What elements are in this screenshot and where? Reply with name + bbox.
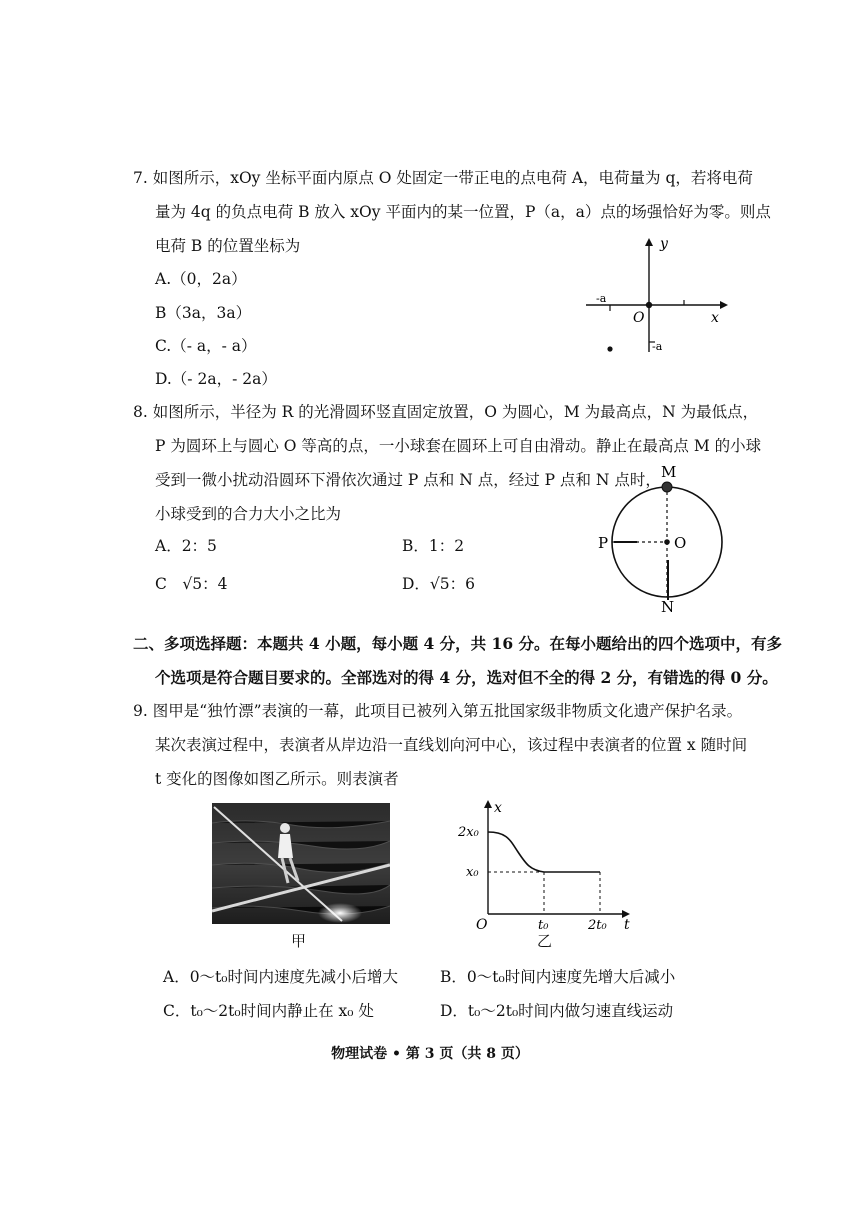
caption-jia: 甲	[291, 932, 307, 950]
center-dot	[664, 539, 670, 545]
origin-label: O	[633, 310, 645, 326]
label-m: M	[661, 463, 677, 481]
label-p: P	[598, 534, 609, 552]
q8-option-a: A．2：5	[155, 537, 217, 555]
graph-y-label: x	[494, 800, 502, 816]
q7-coordinate-figure	[580, 232, 740, 362]
x-axis-arrow	[720, 301, 728, 309]
y-axis-arrow	[645, 238, 653, 246]
q7-line-2: 量为 4q 的负点电荷 B 放入 xOy 平面内的某一位置，P（a，a）点的场强恰好为零。则点	[155, 203, 771, 221]
q9-line-2: 某次表演过程中，表演者从岸边沿一直线划向河中心，该过程中表演者的位置 x 随时间	[155, 736, 748, 754]
tick-2t0: 2t₀	[588, 918, 607, 932]
q7-option-a: A.（0，2a）	[155, 270, 247, 288]
q9-line-3: t 变化的图像如图乙所示。则表演者	[155, 770, 399, 788]
section-2-line-2: 个选项是符合题目要求的。全部选对的得 4 分，选对但不全的得 2 分，有错选的得 0 分。	[155, 668, 778, 687]
q8-line-4: 小球受到的合力大小之比为	[155, 505, 342, 523]
section-2-line-1: 二、多项选择题：本题共 4 小题，每小题 4 分，共 16 分。在每小题给出的四个选项中，有多	[133, 634, 783, 653]
label-n: N	[661, 598, 675, 615]
page-footer: 物理试卷 • 第 3 页（共 8 页）	[331, 1046, 529, 1062]
charge-a-dot	[646, 302, 652, 308]
q9-option-d: D．t₀～2t₀时间内做匀速直线运动	[440, 1002, 674, 1020]
tick-2x0: 2x₀	[458, 825, 479, 840]
x-t-curve	[488, 832, 600, 872]
x-t-graph	[452, 792, 642, 932]
q8-option-d: D．√5：6	[402, 575, 476, 593]
q7-option-c: C.（- a，- a）	[155, 337, 257, 355]
q8-option-c: C √5：4	[155, 575, 228, 593]
x-label: x	[711, 310, 719, 326]
label-o: O	[674, 534, 687, 552]
point-dot	[607, 346, 612, 351]
bamboo-drifting-photo	[212, 803, 390, 924]
q8-ring-figure	[592, 460, 742, 615]
q7-option-b: B（3a，3a）	[155, 304, 252, 322]
tick-x0: x₀	[466, 865, 479, 880]
q7-option-d: D.（- 2a，- 2a）	[155, 370, 277, 388]
q9-option-a: A．0～t₀时间内速度先减小后增大	[163, 968, 398, 986]
caption-yi: 乙	[537, 932, 553, 950]
tick-t0: t₀	[538, 918, 549, 932]
y-label: y	[660, 236, 668, 252]
q9-option-c: C．t₀～2t₀时间内静止在 x₀ 处	[163, 1002, 374, 1020]
neg-y-mark: -a	[652, 340, 663, 353]
graph-x-label: t	[624, 917, 630, 932]
ball-at-m	[662, 482, 672, 492]
q8-line-1: 8. 如图所示，半径为 R 的光滑圆环竖直固定放置，O 为圆心，M 为最高点，N 为最低点，	[133, 403, 759, 421]
neg-x-mark: -a	[596, 292, 607, 305]
q8-line-3: 受到一微小扰动沿圆环下滑依次通过 P 点和 N 点，经过 P 点和 N 点时，	[155, 471, 661, 489]
q9-option-b: B．0～t₀时间内速度先增大后减小	[440, 968, 676, 986]
q7-line-1: 7. 如图所示，xOy 坐标平面内原点 O 处固定一带正电的点电荷 A，电荷量为 q，若将电荷	[133, 169, 753, 187]
graph-origin: O	[476, 917, 488, 932]
q8-option-b: B．1：2	[402, 537, 465, 555]
q8-line-2: P 为圆环上与圆心 O 等高的点，一小球套在圆环上可自由滑动。静止在最高点 M 的小球	[155, 437, 762, 455]
q9-line-1: 9. 图甲是“独竹漂”表演的一幕，此项目已被列入第五批国家级非物质文化遗产保护名录。	[133, 702, 743, 720]
q7-line-3: 电荷 B 的位置坐标为	[155, 237, 301, 255]
